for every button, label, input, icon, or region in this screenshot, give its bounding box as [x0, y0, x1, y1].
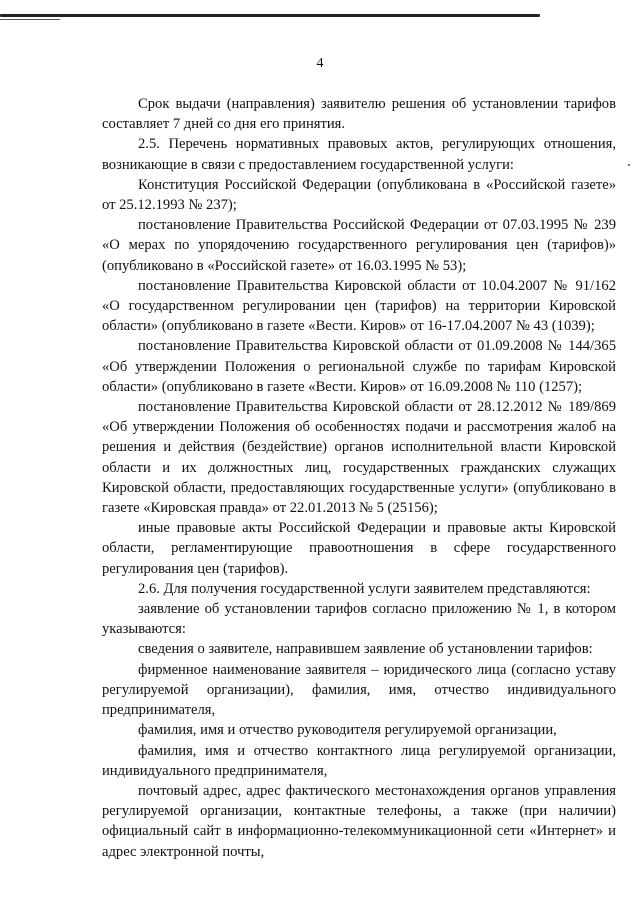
paragraph-decree-144-365: постановление Правительства Кировской области от 01.09.2008 № 144/365 «Об утверждении Положения о региональной службе по тарифам Кировской области» (опубликовано в газете «Вести. Киров» от 16.09.2008 № 110 (1257); [102, 338, 616, 395]
page-number: 4 [316, 56, 324, 71]
paragraph-decree-189-869: постановление Правительства Кировской области от 28.12.2012 № 189/869 «Об утверждении Положения об особенностях подачи и рассмотрения жалоб на решения и действия (бездействие) органов исполнительной власти Кировской области и их должностных лиц, государственных гражданских служащих Кировской области, предоставляющих государственные услуги» (опубликовано в газете «Кировская правда» от 22.01.2013 № 5 (25156); [102, 399, 616, 517]
paragraph-applicant-info: сведения о заявителе, направившем заявление об установлении тарифов: [138, 641, 593, 658]
paragraph-addresses: почтовый адрес, адрес фактического местонахождения органов управления регулируемой организации, контактные телефоны, а также (при наличии) официальный сайт в информационно-телекоммуникационной сети «Интернет» и адрес электронной почты, [102, 782, 616, 860]
paragraph-constitution: Конституция Российской Федерации (опубликована в «Российской газете» от 25.12.1993 № 237); [102, 176, 616, 214]
document-body [102, 94, 616, 862]
paragraph-other-acts: иные правовые акты Российской Федерации и правовые акты Кировской области, регламентирующие правоотношения в сфере государственного регулирования цен (тарифов). [102, 520, 616, 577]
paragraph-application: заявление об установлении тарифов согласно приложению № 1, в котором указываются: [102, 601, 616, 638]
paragraph-decree-239: постановление Правительства Российской Федерации от 07.03.1995 № 239 «О мерах по упорядочению государственного регулирования цен (тарифов)» (опубликовано в «Российской газете» от 16.03.1995 № 53); [102, 217, 616, 274]
top-rule-line [0, 14, 540, 17]
paragraph-section-2-6: 2.6. Для получения государственной услуги заявителем представляются: [138, 580, 591, 597]
paragraph-issue-term: Срок выдачи (направления) заявителю решения об установлении тарифов составляет 7 дней со дня его принятия. [102, 96, 616, 133]
paragraph-decree-91-162: постановление Правительства Кировской области от 10.04.2007 № 91/162 «О государственном регулировании цен (тарифов) на территории Кировской области» (опубликовано в газете «Вести. Киров» от 16-17.04.2007 № 43 (1039); [102, 277, 616, 335]
scan-speck [628, 164, 630, 166]
paragraph-head-name: фамилия, имя и отчество руководителя регулируемой организации, [138, 722, 557, 739]
paragraph-contact-name: фамилия, имя и отчество контактного лица регулируемой организации, индивидуального предпринимателя, [102, 742, 616, 779]
top-rule-underline [0, 19, 60, 20]
paragraph-company-name: фирменное наименование заявителя – юридического лица (согласно уставу регулируемой организации), фамилия, имя, отчество индивидуального предпринимателя, [102, 661, 616, 719]
paragraph-section-2-5: 2.5. Перечень нормативных правовых актов, регулирующих отношения, возникающие в связи с предоставлением государственной услуги: [102, 136, 616, 173]
